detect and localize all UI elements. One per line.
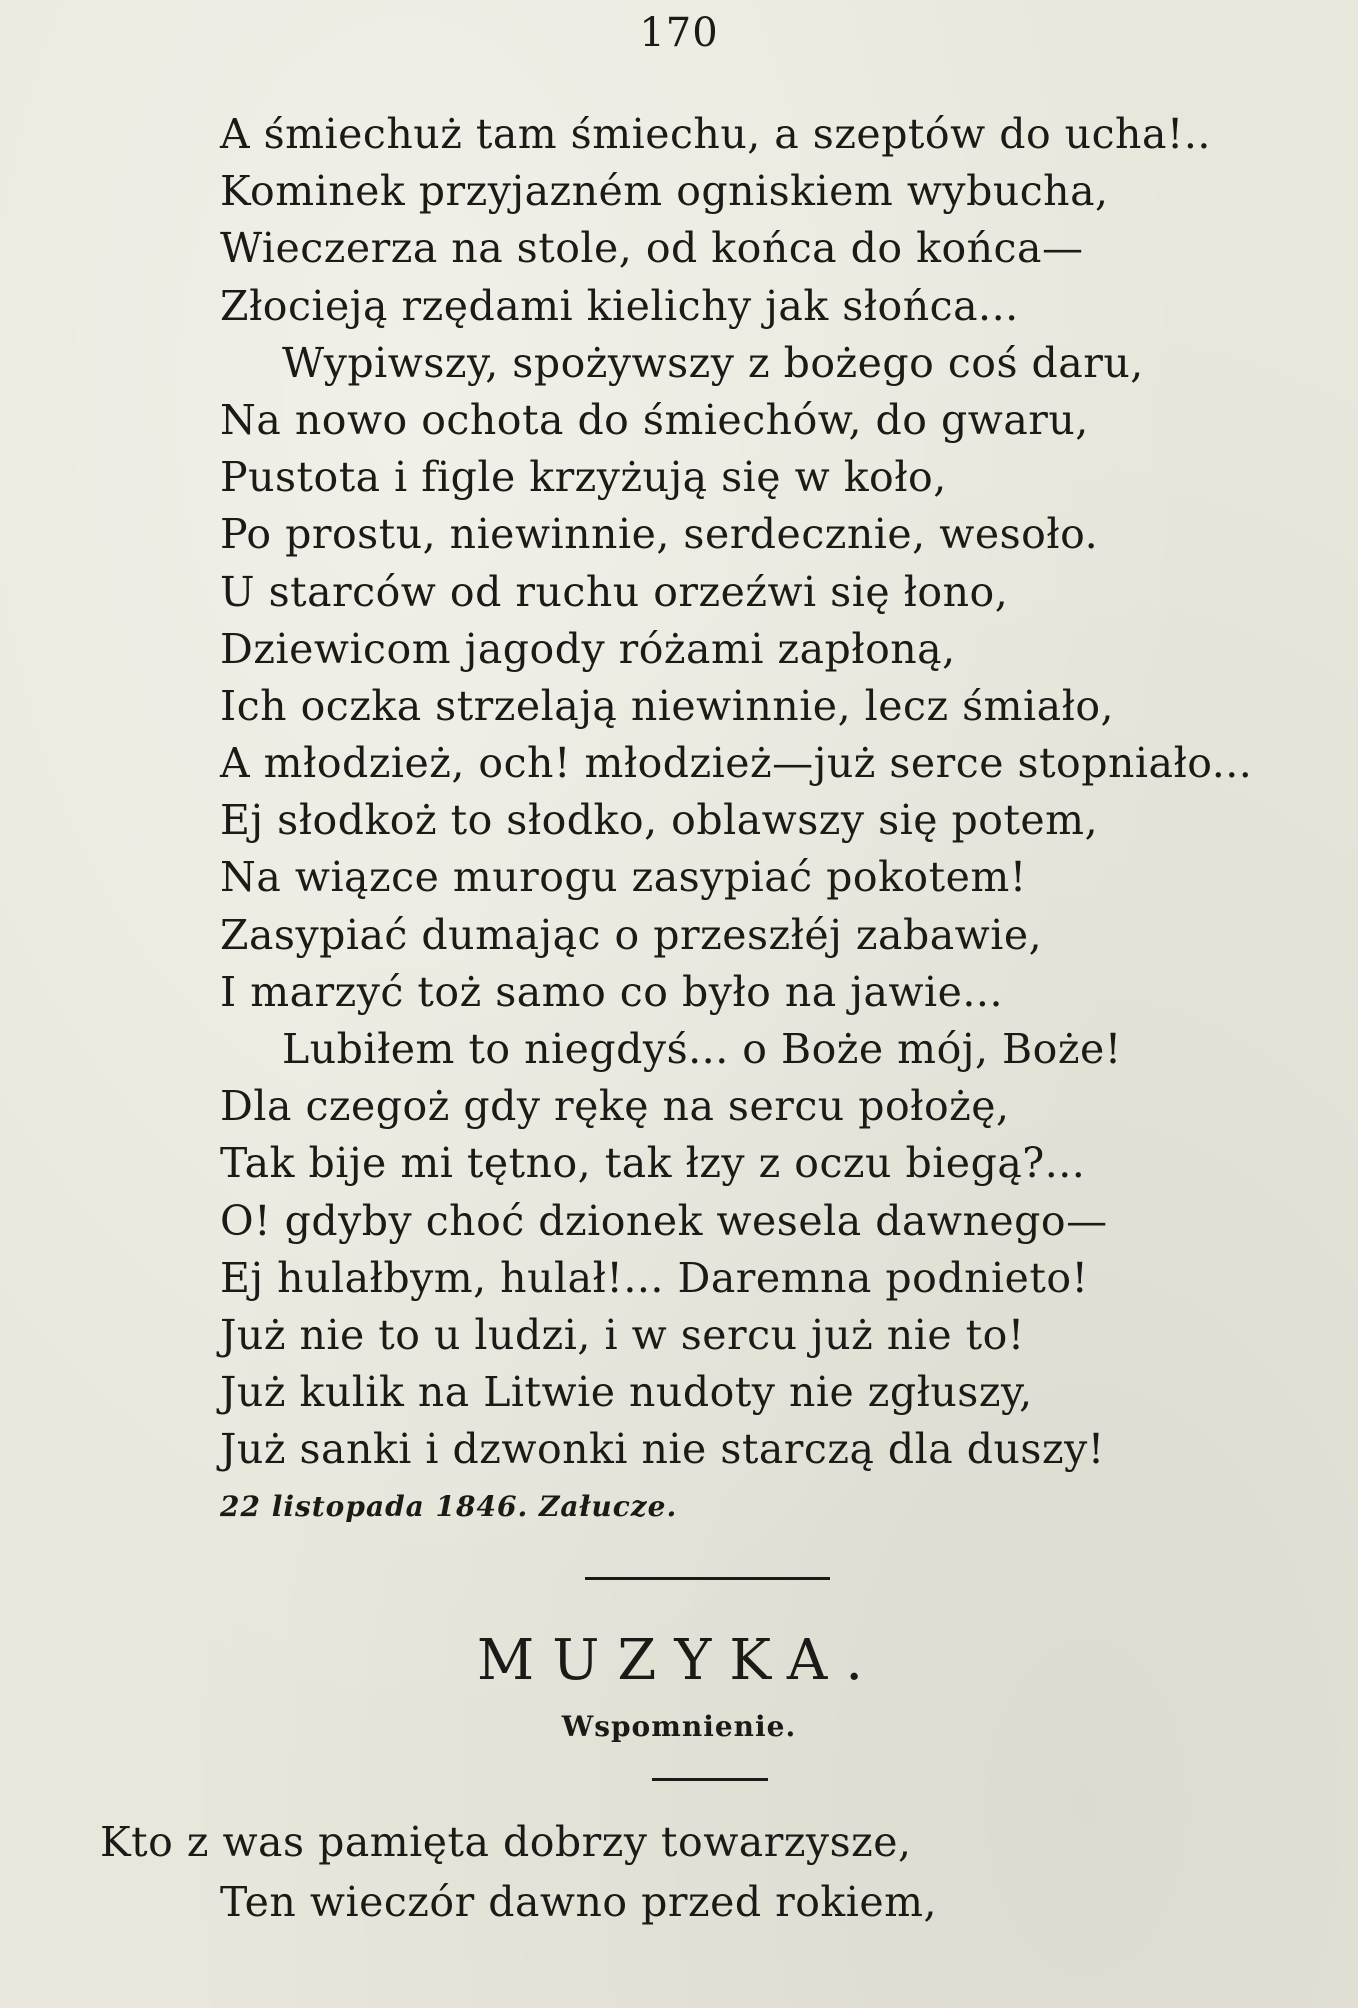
section-divider (585, 1577, 830, 1580)
poem-line: Ten wieczór dawno przed rokiem, (220, 1878, 938, 1926)
poem-dateline: 22 listopada 1846. Załucze. (220, 1490, 678, 1523)
poem-line: U starców od ruchu orzeźwi się łono, (220, 567, 1009, 616)
poem-line: Już nie to u ludzi, i w sercu już nie to! (220, 1310, 1025, 1359)
poem-line: Kominek przyjazném ogniskiem wybucha, (220, 167, 1109, 216)
poem-line: Wypiwszy, spożywszy z bożego coś daru, (282, 338, 1144, 387)
page-number: 170 (639, 10, 719, 56)
poem-line: O! gdyby choć dzionek wesela dawnego— (220, 1196, 1108, 1245)
poem-line: Kto z was pamięta dobrzy towarzysze, (100, 1818, 912, 1866)
poem-line: I marzyć toż samo co było na jawie... (220, 967, 1003, 1016)
subtitle-divider (652, 1778, 768, 1781)
poem-line: Na wiązce murogu zasypiać pokotem! (220, 853, 1027, 902)
poem-line: Wieczerza na stole, od końca do końca— (220, 224, 1084, 273)
poem-line: Już sanki i dzwonki nie starczą dla duszy! (220, 1425, 1105, 1474)
poem-line: A śmiechuż tam śmiechu, a szeptów do ucha!.. (220, 110, 1211, 158)
poem-title: MUZYKA. (476, 1628, 882, 1693)
poem-line: Zasypiać dumając o przeszłéj zabawie, (220, 910, 1043, 959)
poem-line: Ej hulałbym, hulał!... Daremna podnieto! (220, 1253, 1089, 1302)
poem-line: Złocieją rzędami kielichy jak słońca... (220, 281, 1019, 330)
poem-subtitle: Wspomnienie. (561, 1710, 797, 1743)
next-poem-stanza (100, 1812, 1300, 1932)
poem-line: A młodzież, och! młodzież—już serce stopniało... (220, 739, 1253, 788)
poem-line: Już kulik na Litwie nudoty nie zgłuszy, (220, 1368, 1033, 1417)
poem-line: Pustota i figle krzyżują się w koło, (220, 453, 947, 502)
poem-line: Dziewicom jagody różami zapłoną, (220, 624, 956, 673)
poem-line: Tak bije mi tętno, tak łzy z oczu biegą?... (220, 1139, 1086, 1188)
poem-line: Ich oczka strzelają niewinnie, lecz śmiało, (220, 681, 1115, 730)
poem-line: Lubiłem to niegdyś... o Boże mój, Boże! (282, 1025, 1122, 1073)
poem-line: Dla czegoż gdy rękę na sercu położę, (220, 1082, 1010, 1131)
poem-line: Na nowo ochota do śmiechów, do gwaru, (220, 395, 1089, 444)
poem-stanza (220, 106, 1320, 1479)
poem-line: Ej słodkoż to słodko, oblawszy się potem, (220, 796, 1099, 845)
poem-line: Po prostu, niewinnie, serdecznie, wesoło. (220, 510, 1099, 559)
